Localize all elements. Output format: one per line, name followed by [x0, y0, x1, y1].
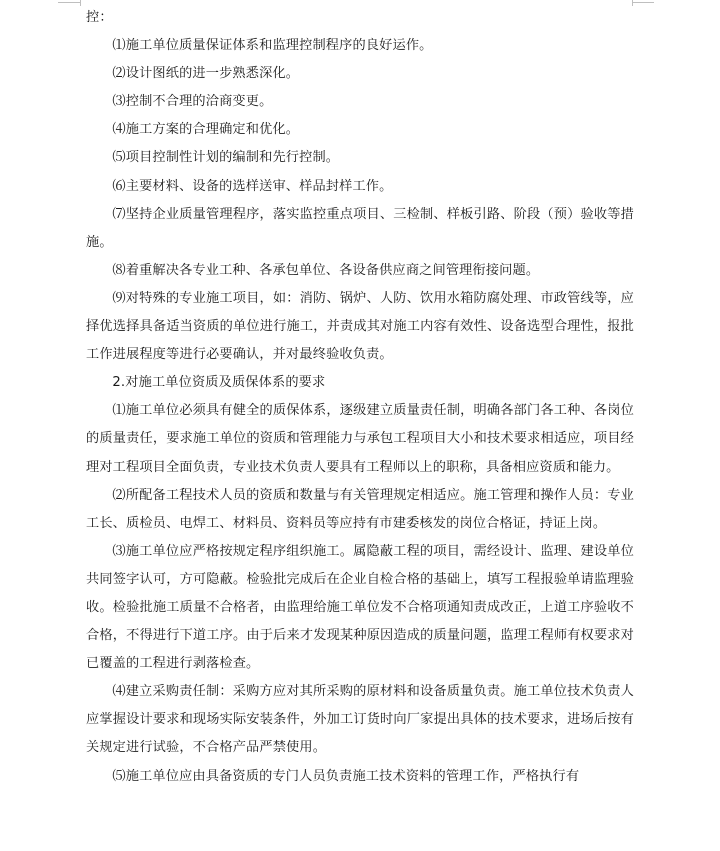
margin-mark-top-left-vertical — [80, 0, 81, 6]
paragraph-item-5: ⑸项目控制性计划的编制和先行控制。 — [112, 150, 340, 166]
paragraph-item-9: ⑼对特殊的专业施工项目，如：消防、锅炉、人防、饮用水箱防腐处理、市政管线等，应择优选择具备适当资质的单位进行施工，并责成其对施工内容有效性、设备选型合理性，报批工作进展程度等进行必要确认，并对最终验收负责。 — [86, 290, 634, 363]
paragraph-item-7: ⑺坚持企业质量管理程序，落实监控重点项目、三检制、样板引路、阶段（预）验收等措施。 — [86, 206, 634, 250]
document-body — [86, 4, 634, 791]
paragraph-requirement-1: ⑴施工单位必须具有健全的质保体系，逐级建立质量责任制，明确各部门各工种、各岗位的质量责任，要求施工单位的资质和管理能力与承包工程项目大小和技术要求相适应，项目经理对工程项目全面负责，专业技术负责人要具有工程师以上的职称，具备相应资质和能力。 — [86, 403, 634, 475]
paragraph-requirement-4: ⑷建立采购责任制：采购方应对其所采购的原材料和设备质量负责。施工单位技术负责人应掌握设计要求和现场实际安装条件，外加工订货时向厂家提出具体的技术要求，进场后按有关规定进行试验，不合格产品严禁使用。 — [86, 684, 634, 756]
paragraph-item-8: ⑻着重解决各专业工种、各承包单位、各设备供应商之间管理衔接问题。 — [112, 262, 540, 278]
paragraph-continuation: 控： — [86, 10, 113, 25]
paragraph-item-2: ⑵设计图纸的进一步熟悉深化。 — [112, 66, 300, 82]
paragraph-requirement-2: ⑵所配备工程技术人员的资质和数量与有关管理规定相适应。施工管理和操作人员：专业工长、质检员、电焊工、材料员、资料员等应持有市建委核发的岗位合格证，持证上岗。 — [86, 487, 634, 531]
paragraph-item-1: ⑴施工单位质量保证体系和监理控制程序的良好运作。 — [112, 38, 433, 54]
section-heading: 2.对施工单位资质及质保体系的要求 — [112, 375, 326, 391]
margin-mark-top-right — [632, 2, 654, 3]
paragraph-requirement-3: ⑶施工单位应严格按规定程序组织施工。属隐蔽工程的项目，需经设计、监理、建设单位共同签字认可，方可隐蔽。检验批完成后在企业自检合格的基础上，填写工程报验单请监理验收。检验批施工质量不合格者，由监理给施工单位发不合格项通知责成改正，上道工序验收不合格，不得进行下道工序。由于后来才发现某种原因造成的质量问题，监理工程师有权要求对已覆盖的工程进行剥落检查。 — [86, 543, 634, 672]
paragraph-item-3: ⑶控制不合理的洽商变更。 — [112, 94, 273, 110]
paragraph-requirement-5: ⑸施工单位应由具备资质的专门人员负责施工技术资料的管理工作，严格执行有 — [112, 768, 580, 784]
paragraph-item-6: ⑹主要材料、设备的选样送审、样品封样工作。 — [112, 178, 393, 194]
margin-mark-top-left — [58, 2, 80, 3]
paragraph-item-4: ⑷施工方案的合理确定和优化。 — [112, 122, 300, 138]
